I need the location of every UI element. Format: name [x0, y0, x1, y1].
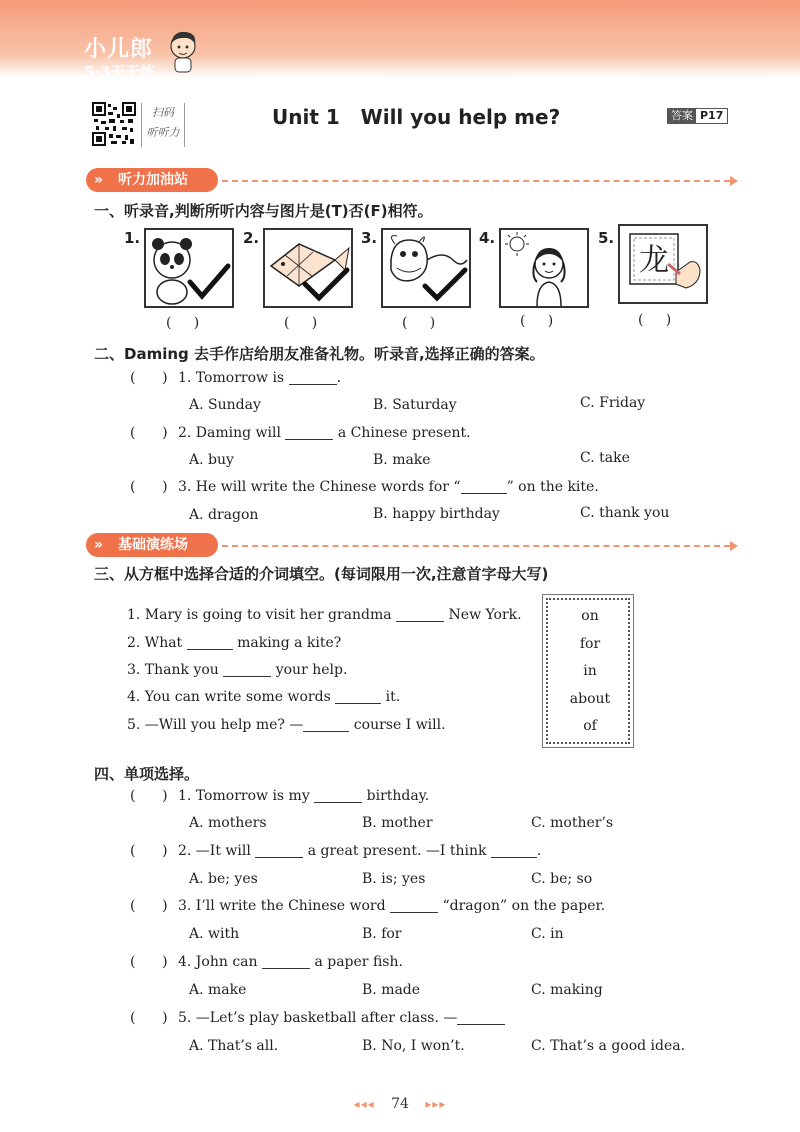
- pic-number-5: 5.: [598, 229, 615, 247]
- option-b[interactable]: B. Saturday: [373, 397, 457, 413]
- blank[interactable]: [396, 608, 444, 622]
- option-b[interactable]: B. mother: [362, 815, 433, 831]
- answer-paren[interactable]: ( ): [130, 788, 168, 804]
- blank[interactable]: [223, 663, 271, 677]
- blank[interactable]: [314, 789, 362, 803]
- word-option: about: [569, 691, 611, 707]
- chevron-right-icon: »: [94, 537, 104, 553]
- page-footer: [0, 1096, 800, 1112]
- question-2-1: 1. Tomorrow is .: [178, 370, 342, 386]
- answer-paren-5[interactable]: ( ): [638, 312, 672, 328]
- question-4-5: 5. —Let’s play basketball after class. —: [178, 1010, 505, 1026]
- option-a[interactable]: A. with: [189, 926, 240, 942]
- answer-paren-1[interactable]: ( ): [166, 315, 200, 331]
- answer-paren[interactable]: ( ): [130, 425, 168, 441]
- blank[interactable]: [461, 480, 507, 494]
- dragon-char-text: 龙: [639, 243, 669, 278]
- picture-5: [618, 224, 708, 304]
- panda-icon: [146, 230, 232, 306]
- section-banner-basic: » 基础演练场: [86, 533, 218, 557]
- blank[interactable]: [303, 718, 349, 732]
- word-option: of: [583, 718, 597, 734]
- right-arrows-icon: ▸▸▸: [425, 1097, 447, 1111]
- question-2-3: 3. He will write the Chinese words for “ ” on the kite.: [178, 479, 599, 495]
- sentence-3-2: 2. What making a kite?: [127, 635, 342, 651]
- picture-3: [381, 228, 471, 308]
- answer-badge: 答案 P17: [667, 108, 728, 124]
- option-c[interactable]: C. take: [580, 450, 630, 466]
- option-a[interactable]: A. be; yes: [189, 871, 258, 887]
- option-c[interactable]: C. Friday: [580, 395, 646, 411]
- word-option: in: [583, 663, 597, 679]
- blank[interactable]: [335, 690, 381, 704]
- brand-logo: [84, 32, 155, 82]
- question-4-4: 4. John can a paper fish.: [178, 954, 403, 970]
- sentence-3-1: 1. Mary is going to visit her grandma New York.: [127, 607, 522, 623]
- option-b[interactable]: B. made: [362, 982, 421, 998]
- sentence-3-3: 3. Thank you your help.: [127, 662, 348, 678]
- option-c[interactable]: C. be; so: [531, 871, 593, 887]
- question-2-2: 2. Daming will a Chinese present.: [178, 425, 471, 441]
- option-b[interactable]: B. for: [362, 926, 402, 942]
- sentence-3-4: 4. You can write some words it.: [127, 689, 401, 705]
- option-c[interactable]: C. in: [531, 926, 564, 942]
- picture-4: [499, 228, 589, 308]
- part3-instruction: 三、从方框中选择合适的介词填空。(每词限用一次,注意首字母大写): [94, 565, 549, 583]
- part4-instruction: 四、单项选择。: [94, 765, 200, 783]
- girl-sun-icon: [501, 230, 587, 306]
- word-option: on: [581, 608, 599, 624]
- blank[interactable]: [285, 426, 333, 440]
- pic-number-1: 1.: [124, 229, 141, 247]
- sentence-3-5: 5. —Will you help me? — course I will.: [127, 717, 446, 733]
- option-b[interactable]: B. make: [373, 452, 431, 468]
- blank[interactable]: [457, 1011, 505, 1025]
- brand-name: 小儿郎: [84, 36, 154, 62]
- qr-code-icon[interactable]: [92, 102, 136, 146]
- option-a[interactable]: A. That’s all.: [189, 1038, 279, 1054]
- answer-paren[interactable]: ( ): [130, 370, 168, 386]
- left-arrows-icon: ◂◂◂: [353, 1097, 375, 1111]
- part2-instruction: 二、Daming 去手作店给朋友准备礼物。听录音,选择正确的答案。: [94, 345, 545, 363]
- picture-2: [263, 228, 353, 308]
- fish-icon: [265, 230, 351, 306]
- pic-number-2: 2.: [243, 229, 260, 247]
- page-title: Unit 1 Will you help me?: [272, 105, 561, 129]
- arrow-right-icon: [730, 176, 738, 186]
- pic-number-4: 4.: [479, 229, 496, 247]
- answer-paren[interactable]: ( ): [130, 954, 168, 970]
- blank[interactable]: [187, 636, 233, 650]
- option-c[interactable]: C. thank you: [580, 505, 670, 521]
- answer-paren-3[interactable]: ( ): [402, 315, 436, 331]
- dragon-icon: [383, 230, 469, 306]
- page-number: 74: [391, 1096, 409, 1112]
- answer-paren[interactable]: ( ): [130, 898, 168, 914]
- question-4-2: 2. —It will a great present. —I think .: [178, 843, 542, 859]
- blank[interactable]: [491, 844, 537, 858]
- option-c[interactable]: C. mother’s: [531, 815, 614, 831]
- option-a[interactable]: A. make: [189, 982, 247, 998]
- option-a[interactable]: A. Sunday: [189, 397, 261, 413]
- answer-paren-4[interactable]: ( ): [520, 313, 554, 329]
- answer-paren[interactable]: ( ): [130, 479, 168, 495]
- divider: [222, 545, 730, 547]
- picture-1: [144, 228, 234, 308]
- blank[interactable]: [390, 899, 438, 913]
- option-b[interactable]: B. No, I won’t.: [362, 1038, 465, 1054]
- chevron-right-icon: »: [94, 172, 104, 188]
- answer-paren-2[interactable]: ( ): [284, 315, 318, 331]
- answer-paren[interactable]: ( ): [130, 843, 168, 859]
- option-b[interactable]: B. is; yes: [362, 871, 426, 887]
- question-4-3: 3. I’ll write the Chinese word “dragon” on the paper.: [178, 898, 606, 914]
- option-a[interactable]: A. buy: [189, 452, 234, 468]
- answer-paren[interactable]: ( ): [130, 1010, 168, 1026]
- mascot-boy-icon: [165, 28, 201, 74]
- section-banner-listening: » 听力加油站: [86, 168, 218, 192]
- option-b[interactable]: B. happy birthday: [373, 506, 500, 522]
- blank[interactable]: [262, 955, 310, 969]
- pic-number-3: 3.: [361, 229, 378, 247]
- option-c[interactable]: C. making: [531, 982, 603, 998]
- option-c[interactable]: C. That’s a good idea.: [531, 1038, 686, 1054]
- word-option: for: [579, 636, 601, 652]
- dragon-character-icon: [620, 226, 706, 302]
- part1-instruction: 一、听录音,判断所听内容与图片是(T)否(F)相符。: [94, 202, 433, 220]
- question-4-1: 1. Tomorrow is my birthday.: [178, 788, 430, 804]
- option-a[interactable]: A. dragon: [189, 507, 259, 523]
- blank[interactable]: [255, 844, 303, 858]
- blank[interactable]: [289, 371, 337, 385]
- arrow-right-icon: [730, 541, 738, 551]
- word-box: [546, 598, 630, 744]
- divider: [222, 180, 730, 182]
- qr-label: 扫码 听听力: [141, 103, 185, 147]
- option-a[interactable]: A. mothers: [189, 815, 267, 831]
- brand-series: 5·3天天练: [84, 63, 156, 81]
